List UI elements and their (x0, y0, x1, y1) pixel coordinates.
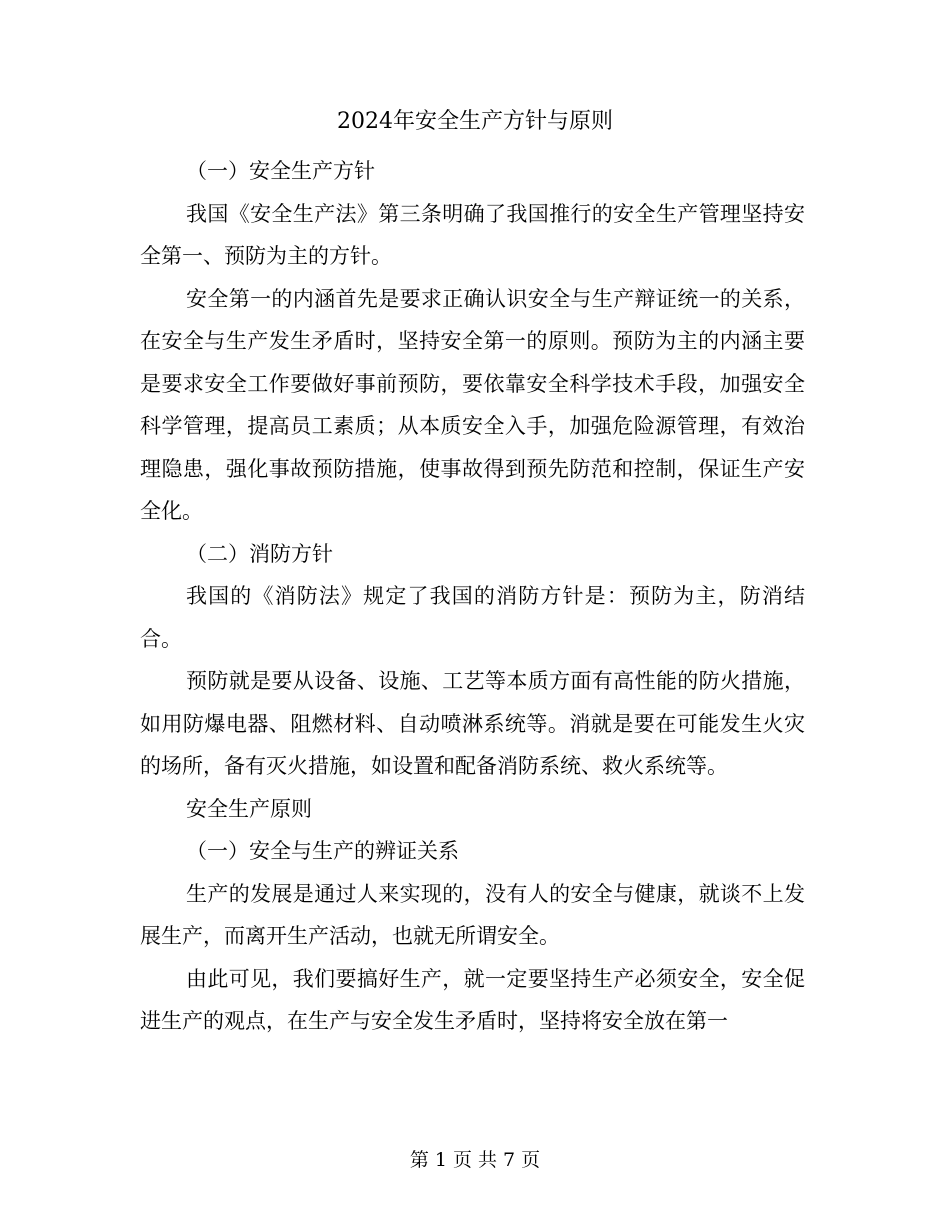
page-number-footer: 第 1 页 共 7 页 (409, 1149, 541, 1171)
paragraph: 我国的《消防法》规定了我国的消防方针是：预防为主，防消结合。 (140, 584, 805, 651)
document-title: 2024年安全生产方针与原则 (337, 109, 613, 134)
paragraph: 预防就是要从设备、设施、工艺等本质方面有高性能的防火措施，如用防爆电器、阻燃材料、自动喷淋系统等。消就是要在可能发生火灾的场所，备有灭火措施，如设置和配备消防系统、救火系统等。 (140, 669, 805, 778)
section-heading-safety-principles: 安全生产原则 (186, 796, 312, 821)
section-heading-dialectical-relation: （一）安全与生产的辨证关系 (186, 839, 459, 863)
paragraph: 我国《安全生产法》第三条明确了我国推行的安全生产管理坚持安全第一、预防为主的方针。 (140, 201, 805, 268)
section-heading-safety-policy: （一）安全生产方针 (186, 159, 375, 183)
paragraph: 由此可见，我们要搞好生产，就一定要坚持生产必须安全，安全促进生产的观点，在生产与安全发生矛盾时，坚持将安全放在第一 (140, 966, 805, 1033)
paragraph: 安全第一的内涵首先是要求正确认识安全与生产辩证统一的关系，在安全与生产发生矛盾时，坚持安全第一的原则。预防为主的内涵主要是要求安全工作要做好事前预防，要依靠安全科学技术手段，加强安全科学管理，提高员工素质；从本质安全入手，加强危险源管理，有效治理隐患，强化事故预防措施，使事故得到预先防范和控制，保证生产安全化。 (140, 286, 805, 523)
section-heading-fire-policy: （二）消防方针 (186, 541, 333, 566)
document-body (140, 150, 805, 1043)
paragraph: 生产的发展是通过人来实现的，没有人的安全与健康，就谈不上发展生产，而离开生产活动，也就无所谓安全。 (140, 881, 805, 948)
